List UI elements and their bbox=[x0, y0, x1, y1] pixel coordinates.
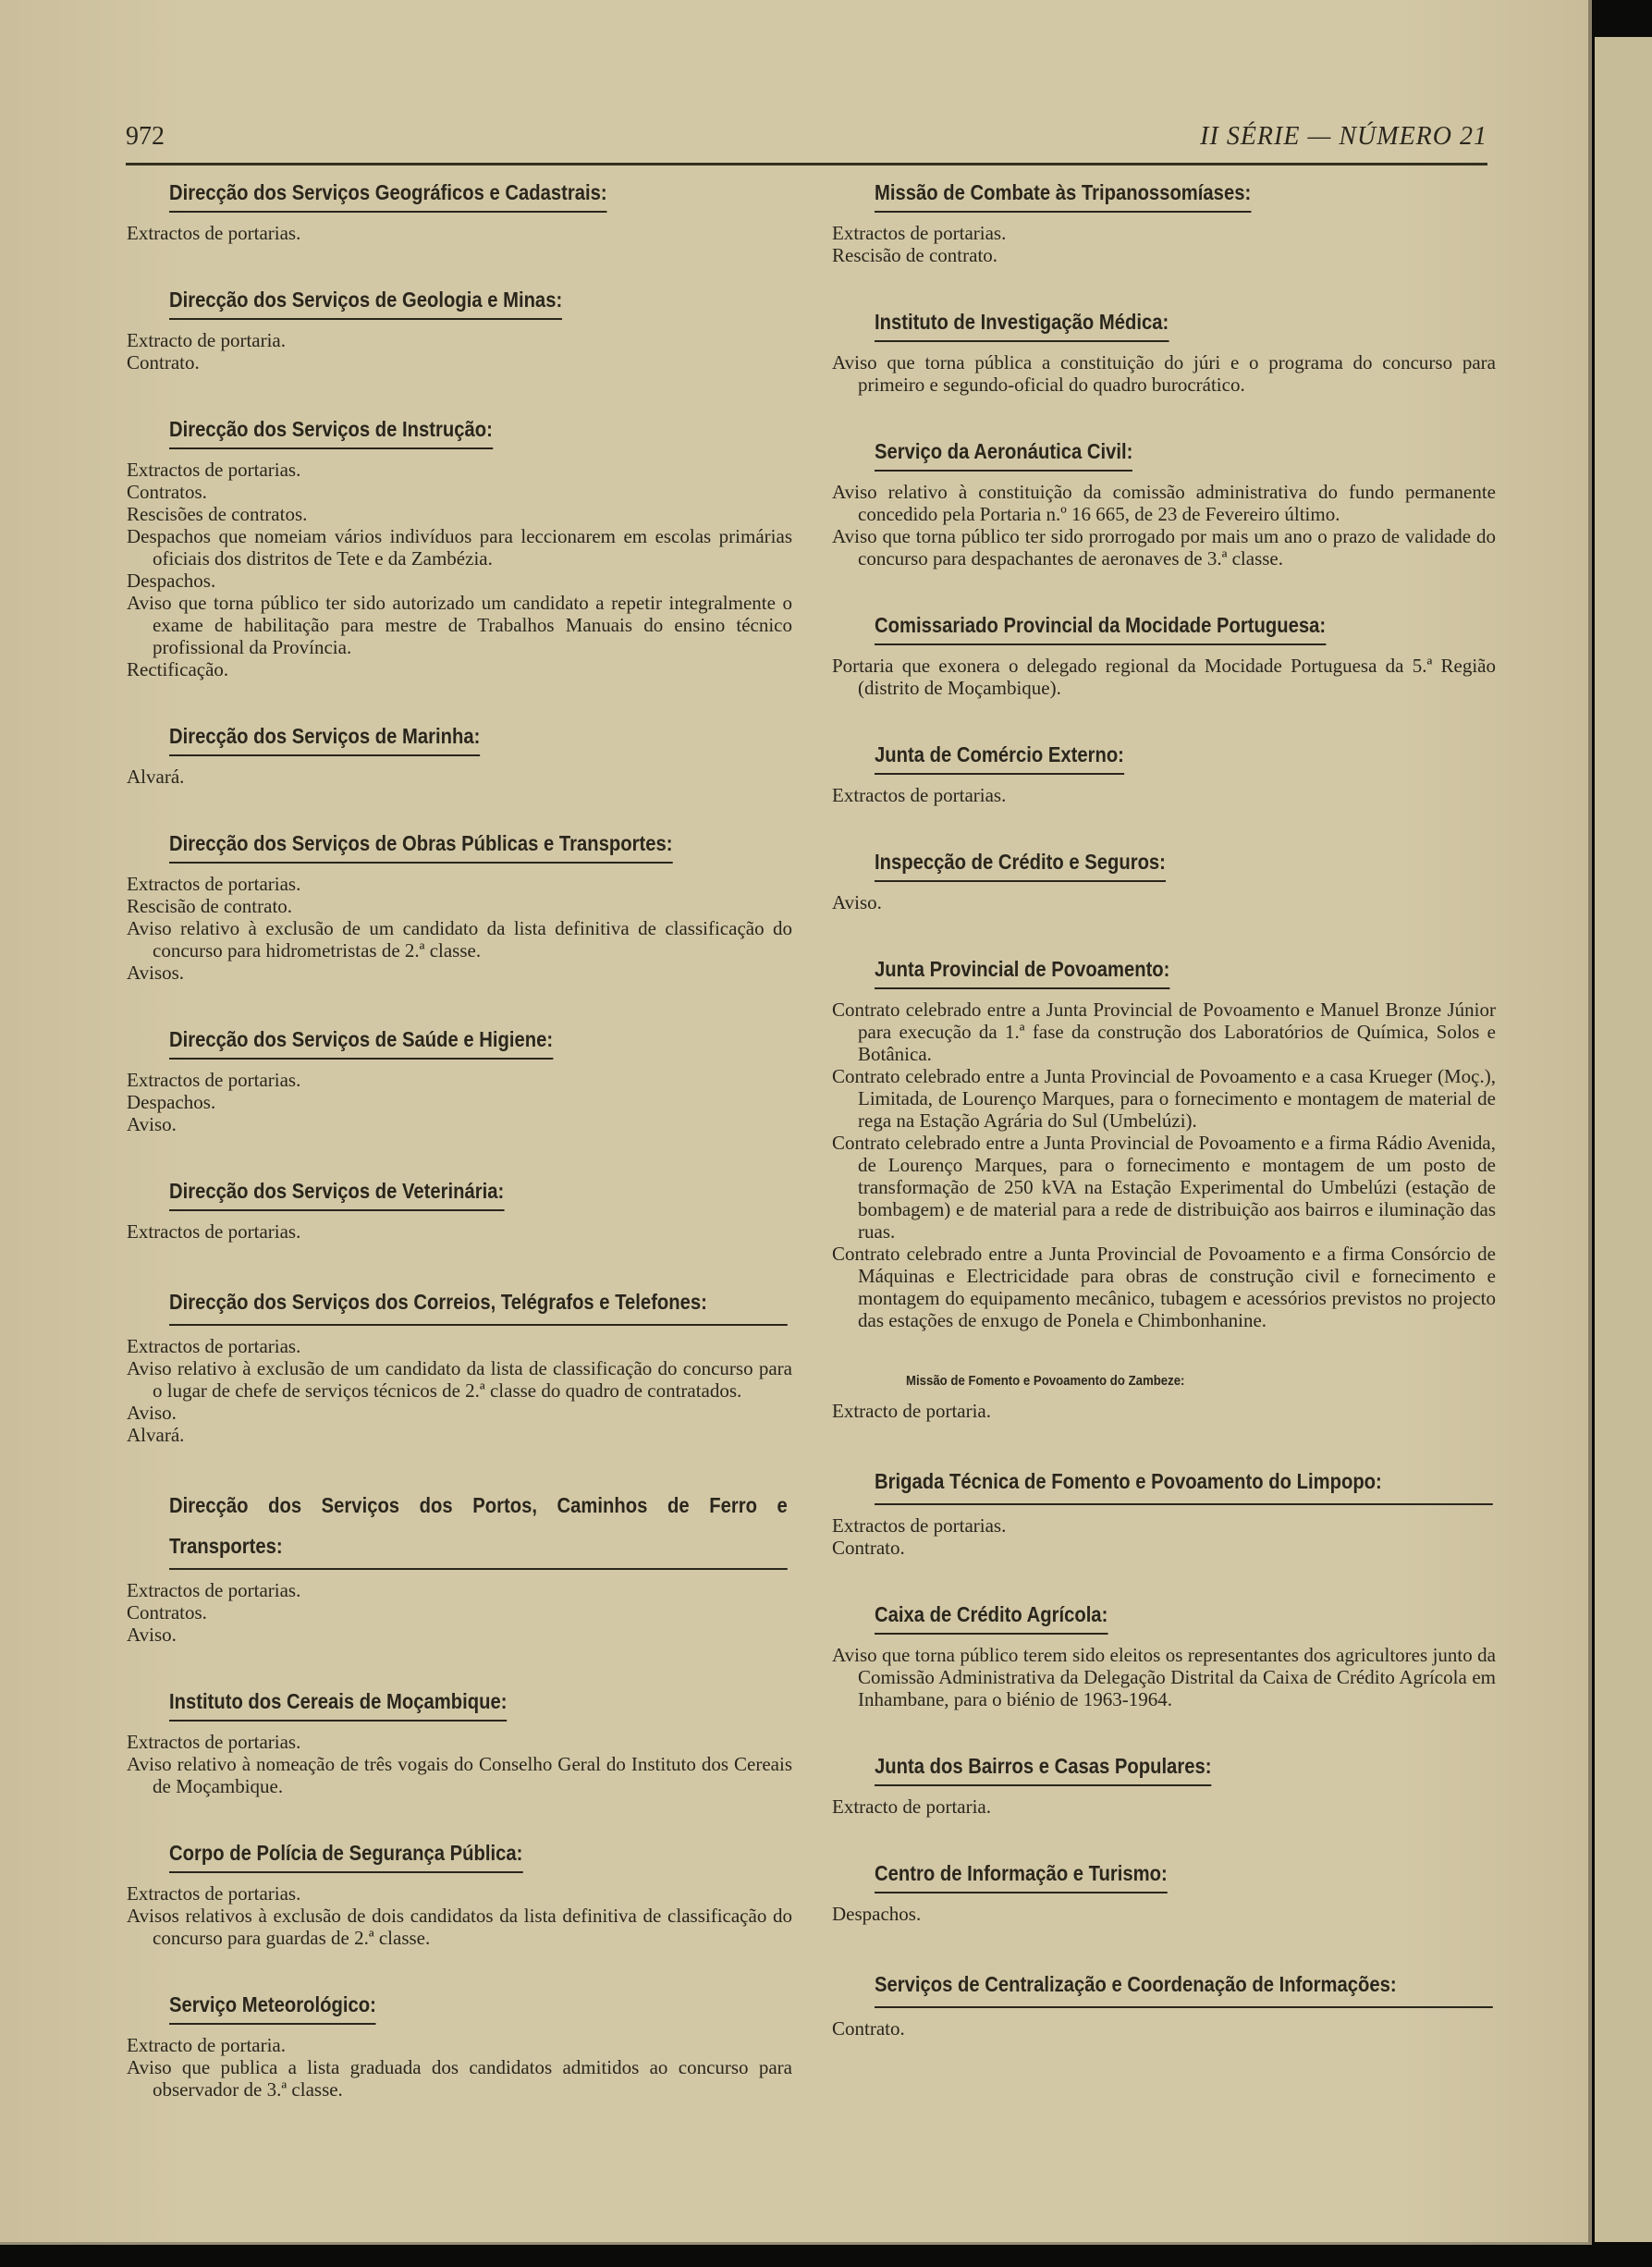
section-item: Extractos de portarias. bbox=[832, 784, 1007, 806]
section-item: Rescisões de contratos. bbox=[127, 503, 308, 525]
section-heading: Inspecção de Crédito e Seguros: bbox=[875, 845, 1166, 882]
section-item: Aviso relativo à exclusão de um candidato da lista de classificação do concurso para o lugar de chefe de serviços técnicos de 2.ª classe do quadro de contratados. bbox=[127, 1357, 792, 1402]
section-item: Aviso que torna pública a constituição do júri e o programa do concurso para primeiro e segundo-oficial do quadro burocrático. bbox=[832, 351, 1496, 396]
section-item: Extractos de portarias. bbox=[127, 1069, 301, 1091]
section-heading-wrap bbox=[127, 1988, 792, 2025]
section-heading: Serviços de Centralização e Coordenação de Informações: bbox=[875, 1964, 1493, 2008]
section bbox=[832, 435, 1496, 570]
section-heading-wrap bbox=[127, 412, 792, 449]
section-item: Extractos de portarias. bbox=[127, 1882, 301, 1905]
page-header bbox=[126, 122, 1487, 159]
section-item: Contrato celebrado entre a Junta Provincial de Povoamento e a casa Krueger (Moç.), Limitada, de Lourenço Marques, para o fornecimento e montagem de material de rega na Estação Agrária do Sul (Umbelúzi). bbox=[832, 1065, 1496, 1132]
section-item: Portaria que exonera o delegado regional da Mocidade Portuguesa da 5.ª Região (distrito de Moçambique). bbox=[832, 655, 1496, 699]
section-item: Rescisão de contrato. bbox=[127, 895, 293, 917]
section-item: Extracto de portaria. bbox=[832, 1400, 991, 1422]
section-heading: Centro de Informação e Turismo: bbox=[875, 1856, 1168, 1893]
section-heading-wrap bbox=[127, 1485, 792, 1570]
section bbox=[832, 952, 1496, 1331]
adjacent-page-edge bbox=[1595, 37, 1652, 2242]
section bbox=[832, 1964, 1496, 2040]
section bbox=[832, 845, 1496, 913]
section-heading: Direcção dos Serviços de Marinha: bbox=[169, 719, 480, 756]
section-heading-wrap bbox=[832, 1856, 1496, 1893]
section-heading: Brigada Técnica de Fomento e Povoamento do Limpopo: bbox=[875, 1461, 1493, 1505]
section-heading: Corpo de Polícia de Segurança Pública: bbox=[169, 1836, 522, 1873]
section-item: Aviso que publica a lista graduada dos candidatos admitidos ao concurso para observador de 3.ª classe. bbox=[127, 2056, 792, 2101]
page-number: 972 bbox=[126, 122, 165, 151]
section-heading-wrap bbox=[832, 738, 1496, 775]
section-heading: Comissariado Provincial da Mocidade Portuguesa: bbox=[875, 608, 1326, 645]
section bbox=[832, 305, 1496, 396]
section-heading-wrap bbox=[127, 1836, 792, 1873]
section-heading: Direcção dos Serviços dos Correios, Telégrafos e Telefones: bbox=[169, 1281, 788, 1326]
section bbox=[832, 176, 1496, 266]
section-heading-wrap bbox=[832, 1964, 1496, 2008]
section-item: Aviso que torna público terem sido eleitos os representantes dos agricultores junto da Comissão Administrativa da Delegação Distrital da Caixa de Crédito Agrícola em Inhambane, para o biénio de 1963-1964. bbox=[832, 1644, 1496, 1710]
section bbox=[127, 827, 792, 984]
section-heading: Direcção dos Serviços de Veterinária: bbox=[169, 1174, 504, 1211]
section-heading: Junta Provincial de Povoamento: bbox=[875, 952, 1169, 989]
section-heading: Junta de Comércio Externo: bbox=[875, 738, 1124, 775]
section-item: Contratos. bbox=[127, 1601, 207, 1624]
section-item: Extractos de portarias. bbox=[127, 1731, 301, 1753]
section bbox=[127, 719, 792, 788]
section-heading: Direcção dos Serviços de Geologia e Minas: bbox=[169, 283, 562, 320]
section-item: Aviso. bbox=[127, 1624, 177, 1646]
section-item: Extracto de portaria. bbox=[127, 2034, 286, 2056]
section-heading: Junta dos Bairros e Casas Populares: bbox=[875, 1749, 1211, 1786]
section-item: Aviso que torna público ter sido autorizado um candidato a repetir integralmente o exame de habilitação para mestre de Trabalhos Manuais do ensino técnico profissional da Província. bbox=[127, 592, 792, 658]
section-item: Contrato celebrado entre a Junta Provincial de Povoamento e a firma Rádio Avenida, de Lourenço Marques, para o fornecimento e montagem de um posto de transformação de 250 kVA na Estação Experimental do Umbelúzi (estação de bombagem) e de material para a rede de distribuição aos bairros e iluminação das ruas. bbox=[832, 1132, 1496, 1243]
section-heading: Direcção dos Serviços dos Portos, Caminhos de Ferro e Transportes: bbox=[169, 1485, 788, 1570]
section-item: Contrato celebrado entre a Junta Provincial de Povoamento e Manuel Bronze Júnior para execução da 1.ª fase da construção dos Laboratórios de Química, Solos e Botânica. bbox=[832, 999, 1496, 1065]
section-heading-wrap bbox=[127, 1174, 792, 1211]
section-item: Aviso relativo à exclusão de um candidato da lista definitiva de classificação do concurso para hidrometristas de 2.ª classe. bbox=[127, 917, 792, 962]
section-heading-wrap bbox=[832, 1749, 1496, 1786]
section-heading-wrap bbox=[127, 176, 792, 213]
section-heading-wrap bbox=[127, 283, 792, 320]
section-heading-wrap bbox=[127, 1685, 792, 1722]
section-item: Extracto de portaria. bbox=[832, 1795, 991, 1818]
section-item: Despachos. bbox=[127, 570, 216, 592]
section-item: Extracto de portaria. bbox=[127, 329, 286, 351]
section-heading-wrap bbox=[832, 952, 1496, 989]
section bbox=[832, 1856, 1496, 1925]
section-item: Rectificação. bbox=[127, 658, 229, 680]
section bbox=[127, 176, 792, 244]
section-item: Extractos de portarias. bbox=[127, 222, 301, 244]
section bbox=[127, 1485, 792, 1646]
section-item: Extractos de portarias. bbox=[127, 1579, 301, 1601]
section bbox=[127, 1836, 792, 1949]
section-item: Avisos relativos à exclusão de dois candidatos da lista definitiva de classificação do concurso para guardas de 2.ª classe. bbox=[127, 1905, 792, 1949]
section-item: Alvará. bbox=[127, 1424, 185, 1446]
section-heading: Instituto dos Cereais de Moçambique: bbox=[169, 1685, 508, 1722]
section-heading: Caixa de Crédito Agrícola: bbox=[875, 1598, 1107, 1635]
section-heading: Missão de Combate às Tripanossomíases: bbox=[875, 176, 1251, 213]
section-heading-wrap bbox=[127, 719, 792, 756]
section-item: Contratos. bbox=[127, 481, 207, 503]
section-item: Contrato. bbox=[127, 351, 200, 374]
section-item: Despachos que nomeiam vários indivíduos para leccionarem em escolas primárias oficiais dos distritos de Tete e da Zambézia. bbox=[127, 525, 792, 570]
section-item: Extractos de portarias. bbox=[127, 873, 301, 895]
section-item: Rescisão de contrato. bbox=[832, 244, 998, 266]
section-heading: Serviço Meteorológico: bbox=[169, 1988, 376, 2025]
section-heading-wrap bbox=[127, 827, 792, 864]
section-item: Extractos de portarias. bbox=[127, 459, 301, 481]
section-item: Alvará. bbox=[127, 766, 185, 788]
section bbox=[832, 738, 1496, 806]
section bbox=[127, 1685, 792, 1797]
section bbox=[127, 1174, 792, 1243]
section-item: Aviso que torna público ter sido prorrogado por mais um ano o prazo de validade do concurso para despachantes de aeronaves de 3.ª classe. bbox=[832, 525, 1496, 570]
section-item: Extractos de portarias. bbox=[832, 1514, 1007, 1537]
section-item: Aviso. bbox=[127, 1402, 177, 1424]
section-heading-wrap bbox=[832, 1598, 1496, 1635]
section-item: Aviso. bbox=[832, 891, 882, 913]
section-heading: Direcção dos Serviços de Obras Públicas e Transportes: bbox=[169, 827, 672, 864]
section-item: Despachos. bbox=[832, 1903, 922, 1925]
section-heading-wrap bbox=[832, 1461, 1496, 1505]
section bbox=[127, 412, 792, 680]
section bbox=[832, 1461, 1496, 1559]
section-heading-wrap bbox=[832, 1370, 1496, 1394]
section-item: Aviso relativo à nomeação de três vogais do Conselho Geral do Instituto dos Cereais de Moçambique. bbox=[127, 1753, 792, 1797]
section bbox=[127, 283, 792, 374]
section-item: Aviso. bbox=[127, 1113, 177, 1135]
section-heading: Direcção dos Serviços Geográficos e Cadastrais: bbox=[169, 176, 607, 213]
section-item: Extractos de portarias. bbox=[127, 1335, 301, 1357]
section bbox=[832, 1370, 1496, 1422]
section-heading-wrap bbox=[832, 176, 1496, 213]
section-heading: Serviço da Aeronáutica Civil: bbox=[875, 435, 1132, 472]
series-title: II SÉRIE — NÚMERO 21 bbox=[1200, 122, 1487, 151]
section-item: Extractos de portarias. bbox=[127, 1220, 301, 1243]
right-column bbox=[832, 176, 1496, 2078]
section bbox=[127, 1988, 792, 2101]
section-item: Despachos. bbox=[127, 1091, 216, 1113]
section-heading-wrap bbox=[127, 1023, 792, 1060]
section-heading-wrap bbox=[832, 608, 1496, 645]
section bbox=[832, 1749, 1496, 1818]
section-item: Contrato. bbox=[832, 2017, 905, 2040]
header-rule bbox=[126, 163, 1487, 165]
section-heading-wrap bbox=[832, 845, 1496, 882]
section-item: Extractos de portarias. bbox=[832, 222, 1007, 244]
left-column bbox=[127, 176, 792, 2139]
section bbox=[127, 1023, 792, 1135]
section-heading: Missão de Fomento e Povoamento do Zambeze: bbox=[906, 1373, 1185, 1389]
section-item: Avisos. bbox=[127, 962, 185, 984]
section bbox=[832, 608, 1496, 699]
section bbox=[127, 1281, 792, 1446]
section-heading-wrap bbox=[127, 1281, 792, 1326]
section-heading: Direcção dos Serviços de Saúde e Higiene: bbox=[169, 1023, 553, 1060]
section-item: Aviso relativo à constituição da comissão administrativa do fundo permanente concedido pela Portaria n.º 16 665, de 23 de Fevereiro último. bbox=[832, 481, 1496, 525]
section-item: Contrato. bbox=[832, 1537, 905, 1559]
section-heading: Instituto de Investigação Médica: bbox=[875, 305, 1169, 342]
section bbox=[832, 1598, 1496, 1710]
section-heading-wrap bbox=[832, 305, 1496, 342]
section-item: Contrato celebrado entre a Junta Provincial de Povoamento e a firma Consórcio de Máquinas e Electricidade para obras de construção civil e fornecimento e montagem do equipamento mecânico, tubagem e acessórios previstos no projecto das estações de enxugo de Ponela e Chimbonhanine. bbox=[832, 1243, 1496, 1331]
section-heading: Direcção dos Serviços de Instrução: bbox=[169, 412, 493, 449]
section-heading-wrap bbox=[832, 435, 1496, 472]
